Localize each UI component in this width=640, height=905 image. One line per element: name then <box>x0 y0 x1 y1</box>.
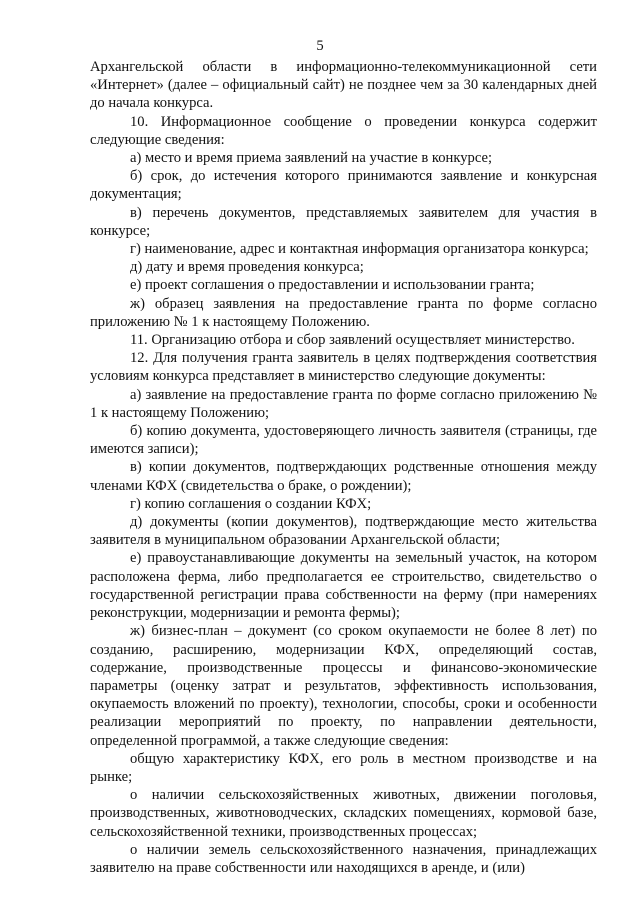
paragraph-4: в) перечень документов, представляемых заявителем для участия в конкурсе; <box>90 204 597 239</box>
paragraph-2: а) место и время приема заявлений на участие в конкурсе; <box>130 150 493 167</box>
paragraph-6: д) дату и время проведения конкурса; <box>130 259 364 276</box>
paragraph-20: о наличии земель сельскохозяйственного назначения, принадлежащих заявителю на праве собственности или находящихся в аренде, и (или) <box>90 841 597 876</box>
paragraph-0: Архангельской области в информационно-телекоммуникационной сети «Интернет» (далее – официальный сайт) не позднее чем за 30 календарных дней до начала конкурса. <box>90 59 597 112</box>
paragraph-8: ж) образец заявления на предоставление гранта по форме согласно приложению № 1 к настоящему Положению. <box>90 295 597 330</box>
document-body <box>90 58 597 877</box>
paragraph-11: а) заявление на предоставление гранта по форме согласно приложению № 1 к настоящему Положению; <box>90 386 597 421</box>
page-number: 5 <box>316 38 324 54</box>
paragraph-14: г) копию соглашения о создании КФХ; <box>130 495 372 512</box>
paragraph-18: общую характеристику КФХ, его роль в местном производстве и на рынке; <box>90 750 597 785</box>
paragraph-13: в) копии документов, подтверждающих родственные отношения между членами КФХ (свидетельства о браке, о рождении); <box>90 459 597 494</box>
paragraph-1: 10. Информационное сообщение о проведении конкурса содержит следующие сведения: <box>90 113 597 148</box>
paragraph-15: д) документы (копии документов), подтверждающие место жительства заявителя в муниципальном образовании Архангельской области; <box>90 514 597 549</box>
paragraph-5: г) наименование, адрес и контактная информация организатора конкурса; <box>130 241 589 258</box>
paragraph-17: ж) бизнес-план – документ (со сроком окупаемости не более 8 лет) по созданию, расширению, модернизации КФХ, определяющий состав, содержание, производственные процессы и финансово-экономические параметры (оценку затрат и результатов, эффективность использования, окупаемость вложений по проекту), технологии, способы, сроки и особенности реализации мероприятий по проекту, по направлении деятельности, определенной программой, а также следующие сведения: <box>90 623 597 749</box>
paragraph-12: б) копию документа, удостоверяющего личность заявителя (страницы, где имеются записи); <box>90 423 597 458</box>
paragraph-10: 12. Для получения гранта заявитель в целях подтверждения соответствия условиям конкурса представляет в министерство следующие документы: <box>90 350 597 385</box>
paragraph-7: е) проект соглашения о предоставлении и использовании гранта; <box>130 277 535 294</box>
paragraph-3: б) срок, до истечения которого принимаются заявление и конкурсная документация; <box>90 168 597 203</box>
paragraph-19: о наличии сельскохозяйственных животных, движении поголовья, производственных, животноводческих, складских помещениях, кормовой базе, сельскохозяйственной техники, производственных процессах; <box>90 787 597 840</box>
paragraph-9: 11. Организацию отбора и сбор заявлений осуществляет министерство. <box>130 332 575 349</box>
paragraph-16: е) правоустанавливающие документы на земельный участок, на котором расположена ферма, либо предполагается ее строительство, свидетельство о государственной регистрации права собственности на ферму (при намерениях реконструкции, модернизации и ремонта фермы); <box>90 550 597 622</box>
